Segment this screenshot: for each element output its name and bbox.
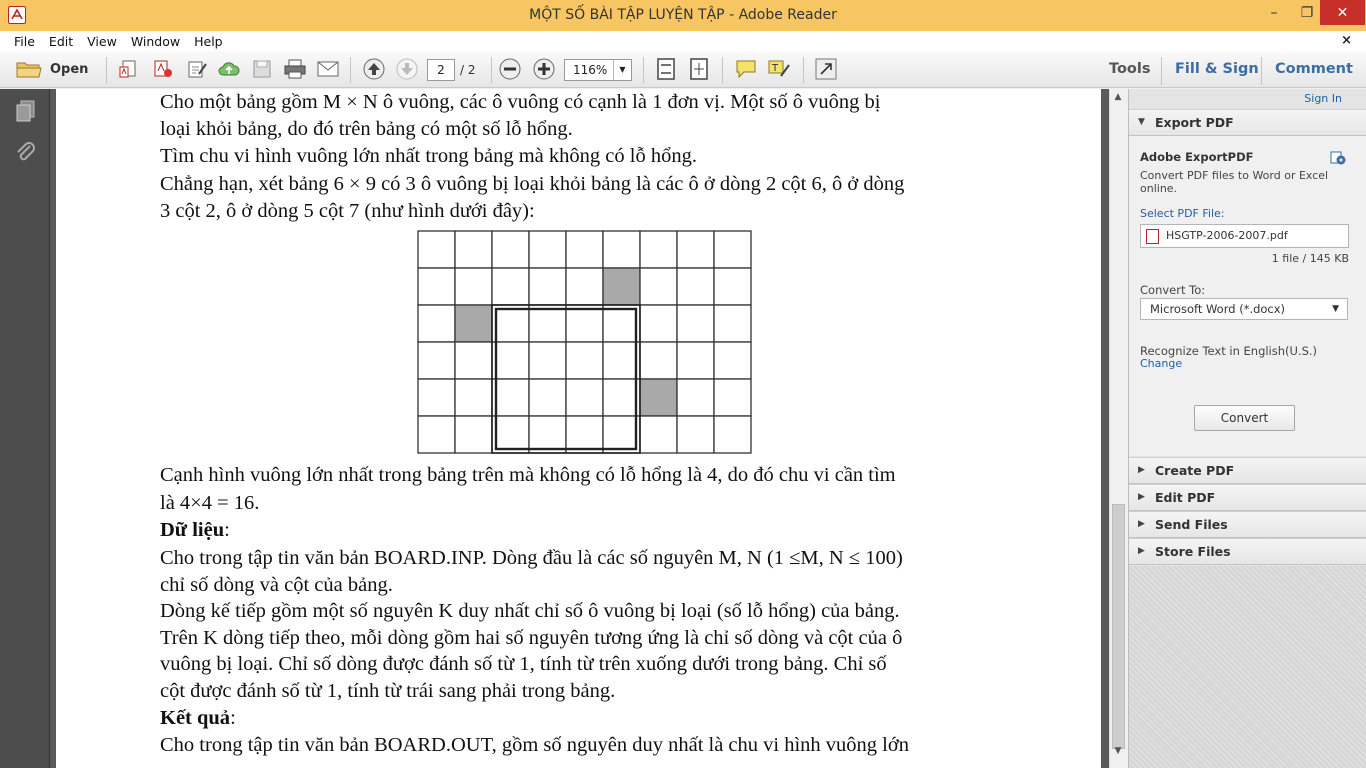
heading-colon: :	[224, 519, 230, 541]
scrollbar-thumb[interactable]	[1112, 504, 1125, 749]
paragraph-line: Dòng kế tiếp gồm một số nguyên K duy nhất chỉ số ô vuông bị loại (số lỗ hổng) của bảng.	[160, 600, 900, 622]
grid-cell	[714, 268, 751, 305]
highlight-text-icon[interactable]	[766, 57, 792, 81]
grid-cell	[640, 305, 677, 342]
paragraph-line: Cho một bảng gồm M × N ô vuông, các ô vuông có cạnh là 1 đơn vị. Một số ô vuông bị	[160, 91, 881, 113]
toolbar-separator	[722, 57, 723, 83]
service-description-line2: online.	[1140, 182, 1178, 195]
grid-cell	[492, 416, 529, 453]
grid-cell	[455, 231, 492, 268]
open-button[interactable]	[16, 57, 94, 81]
paragraph-line: chỉ số dòng và cột của bảng.	[160, 574, 393, 596]
save-icon[interactable]	[249, 57, 275, 81]
right-tools-pane	[1128, 89, 1366, 768]
grid-cell	[418, 379, 455, 416]
store-files-section-header[interactable]	[1129, 538, 1366, 565]
next-page-icon[interactable]	[394, 57, 420, 81]
chevron-down-icon: ▼	[1332, 304, 1339, 314]
left-navigation-pane	[0, 89, 50, 768]
zoom-level-value: 116%	[573, 63, 608, 77]
grid-cell	[714, 416, 751, 453]
menu-edit[interactable]: Edit	[48, 33, 74, 49]
grid-cell	[566, 305, 603, 342]
export-pdf-panel	[1129, 136, 1366, 456]
tools-panel-link[interactable]: Tools	[1109, 61, 1151, 77]
convert-to-label: Convert To:	[1140, 283, 1206, 297]
toolbar-separator	[491, 57, 492, 83]
sticky-note-icon[interactable]	[733, 57, 759, 81]
svg-text:T: T	[772, 63, 779, 74]
grid-cell	[640, 268, 677, 305]
pages-panel-icon[interactable]	[15, 99, 37, 121]
zoom-in-icon[interactable]	[531, 57, 557, 81]
grid-hole-cell	[455, 305, 492, 342]
grid-cell	[418, 416, 455, 453]
caret-down-icon: ▼	[1138, 117, 1145, 127]
grid-cell	[492, 342, 529, 379]
service-title: Adobe ExportPDF	[1140, 150, 1254, 164]
upload-cloud-icon[interactable]	[216, 57, 242, 81]
grid-cell	[566, 268, 603, 305]
grid-cell	[492, 305, 529, 342]
paragraph-line: Cho trong tập tin văn bản BOARD.INP. Dòng đầu là các số nguyên M, N (1 ≤M, N ≤ 100)	[160, 547, 903, 569]
grid-cell	[714, 379, 751, 416]
convert-button[interactable]: Convert	[1194, 405, 1295, 431]
paragraph-line: Trên K dòng tiếp theo, mỗi dòng gồm hai số nguyên tương ứng là chỉ số dòng và cột của ô	[160, 627, 903, 649]
send-files-label: Send Files	[1155, 517, 1228, 532]
toolbar-separator	[643, 57, 644, 83]
pdf-file-icon	[1146, 229, 1159, 244]
close-button[interactable]: ✕	[1320, 0, 1365, 25]
grid-cell	[603, 305, 640, 342]
fit-width-icon[interactable]	[686, 57, 712, 81]
empty-pane-area	[1129, 566, 1366, 768]
grid-cell	[677, 342, 714, 379]
open-button-label: Open	[50, 61, 89, 77]
print-icon[interactable]	[282, 57, 308, 81]
grid-cell	[529, 379, 566, 416]
toolbar	[0, 51, 1366, 88]
grid-cell	[455, 268, 492, 305]
grid-cell	[418, 342, 455, 379]
grid-cell	[492, 379, 529, 416]
paragraph-line: Chẳng hạn, xét bảng 6 × 9 có 3 ô vuông bị loại khỏi bảng là các ô ở dòng 2 cột 6, ô ở dòng	[160, 173, 905, 195]
zoom-level-select[interactable]	[564, 59, 632, 81]
paragraph-line: Tìm chu vi hình vuông lớn nhất trong bảng mà không có lỗ hổng.	[160, 145, 697, 167]
previous-page-icon[interactable]	[361, 57, 387, 81]
folder-icon	[16, 59, 42, 79]
grid-cell	[603, 342, 640, 379]
toolbar-separator	[1161, 57, 1162, 85]
grid-cell	[714, 305, 751, 342]
export-service-icon	[1330, 149, 1346, 165]
heading-du-lieu: Dữ liệu	[160, 519, 225, 541]
paragraph-line: Cạnh hình vuông lớn nhất trong bảng trên mà không có lỗ hổng là 4, do đó chu vi cần tìm	[160, 464, 896, 486]
change-language-link[interactable]: Change	[1140, 357, 1183, 370]
send-files-section-header[interactable]	[1129, 511, 1366, 538]
paragraph-line: loại khỏi bảng, do đó trên bảng có một số lỗ hổng.	[160, 118, 573, 140]
grid-cell	[492, 231, 529, 268]
attachments-paperclip-icon[interactable]	[15, 141, 37, 163]
grid-cell	[455, 379, 492, 416]
grid-cell	[529, 342, 566, 379]
grid-cell	[418, 268, 455, 305]
grid-cell	[640, 231, 677, 268]
grid-cell	[677, 268, 714, 305]
caret-right-icon: ▶	[1138, 465, 1145, 475]
edit-pdf-section-header[interactable]	[1129, 484, 1366, 511]
menu-window[interactable]: Window	[130, 33, 181, 49]
paragraph-line: vuông bị loại. Chỉ số dòng được đánh số từ 1, tính từ trên xuống dưới trong bảng. Chỉ số	[160, 653, 887, 675]
comment-panel-link[interactable]: Comment	[1275, 61, 1353, 77]
selected-file-field[interactable]	[1140, 224, 1349, 248]
chevron-down-icon[interactable]: ▼	[613, 60, 631, 80]
convert-format-value: Microsoft Word (*.docx)	[1150, 302, 1286, 316]
expand-icon[interactable]	[813, 57, 839, 81]
fill-sign-panel-link[interactable]: Fill & Sign	[1175, 61, 1259, 77]
scroll-down-arrow-icon[interactable]: ▼	[1114, 746, 1122, 756]
board-grid-figure	[417, 230, 753, 456]
file-name: HSGTP-2006-2007.pdf	[1166, 229, 1288, 242]
grid-cell	[677, 305, 714, 342]
zoom-out-icon[interactable]	[497, 57, 523, 81]
export-pdf-label: Export PDF	[1155, 115, 1234, 130]
fit-page-icon[interactable]	[653, 57, 679, 81]
grid-cell	[677, 231, 714, 268]
toolbar-separator	[106, 57, 107, 83]
caret-right-icon: ▶	[1138, 492, 1145, 502]
grid-cell	[529, 416, 566, 453]
paragraph-line: Cho trong tập tin văn bản BOARD.OUT, gồm số nguyên duy nhất là chu vi hình vuông lớn	[160, 734, 909, 756]
file-info: 1 file / 145 KB	[1271, 252, 1349, 265]
grid-cell	[418, 305, 455, 342]
caret-right-icon: ▶	[1138, 519, 1145, 529]
section-heading-output	[160, 707, 236, 730]
heading-ket-qua: Kết quả	[160, 707, 231, 729]
create-pdf-icon[interactable]	[116, 57, 142, 81]
minimize-button[interactable]: –	[1270, 4, 1278, 21]
scroll-up-arrow-icon[interactable]: ▲	[1114, 92, 1122, 102]
recognize-text-label: Recognize Text in English(U.S.)	[1140, 344, 1318, 358]
vertical-scrollbar[interactable]	[1109, 89, 1126, 768]
window-title: MỘT SỐ BÀI TẬP LUYỆN TẬP - Adobe Reader	[529, 7, 837, 23]
convert-format-select[interactable]	[1140, 298, 1348, 320]
heading-colon: :	[230, 707, 236, 729]
grid-cell	[566, 231, 603, 268]
grid-cell	[677, 379, 714, 416]
grid-cell	[566, 416, 603, 453]
grid-cell	[603, 379, 640, 416]
maximize-button[interactable]: ❐	[1300, 4, 1314, 21]
edit-form-icon[interactable]	[184, 57, 210, 81]
menu-view[interactable]: View	[87, 33, 117, 49]
email-icon[interactable]	[315, 57, 341, 81]
grid-cell	[529, 305, 566, 342]
grid-hole-cell	[640, 379, 677, 416]
grid-cell	[640, 342, 677, 379]
page-total-label: / 2	[460, 63, 476, 77]
menu-help[interactable]: Help	[194, 33, 223, 49]
menu-bar	[0, 31, 1366, 51]
close-document-button[interactable]: ×	[1341, 33, 1352, 48]
grid-cell	[529, 268, 566, 305]
grid-cell	[714, 342, 751, 379]
convert-pdf-icon[interactable]	[150, 57, 176, 81]
grid-cell	[455, 416, 492, 453]
grid-cell	[455, 342, 492, 379]
select-file-label: Select PDF File:	[1140, 207, 1225, 220]
grid-cell	[566, 342, 603, 379]
caret-right-icon: ▶	[1138, 546, 1145, 556]
grid-cell	[677, 416, 714, 453]
grid-cell	[529, 231, 566, 268]
grid-cell	[714, 231, 751, 268]
sign-in-link[interactable]: Sign In	[1304, 92, 1342, 105]
paragraph-line: 3 cột 2, ô ở dòng 5 cột 7 (như hình dưới đây):	[160, 200, 535, 222]
grid-hole-cell	[603, 268, 640, 305]
grid-cell	[492, 268, 529, 305]
edit-pdf-label: Edit PDF	[1155, 490, 1216, 505]
create-pdf-label: Create PDF	[1155, 463, 1235, 478]
grid-cell	[603, 416, 640, 453]
create-pdf-section-header[interactable]	[1129, 457, 1366, 484]
grid-cell	[418, 231, 455, 268]
toolbar-separator	[350, 57, 351, 83]
grid-cell	[603, 231, 640, 268]
page-number-input[interactable]: 2	[427, 59, 455, 81]
grid-cell	[640, 416, 677, 453]
grid-cell	[566, 379, 603, 416]
paragraph-line: là 4×4 = 16.	[160, 492, 260, 514]
document-view[interactable]	[50, 89, 1109, 768]
store-files-label: Store Files	[1155, 544, 1231, 559]
toolbar-separator	[1261, 57, 1262, 85]
toolbar-separator	[803, 57, 804, 83]
menu-file[interactable]: File	[14, 33, 35, 49]
paragraph-line: cột được đánh số từ 1, tính từ trái sang phải trong bảng.	[160, 680, 616, 702]
pdf-page	[56, 89, 1101, 768]
title-bar	[0, 0, 1366, 31]
service-description: Convert PDF files to Word or Excel	[1140, 169, 1329, 182]
export-pdf-section-header[interactable]	[1129, 109, 1366, 136]
section-heading-input	[160, 519, 230, 542]
